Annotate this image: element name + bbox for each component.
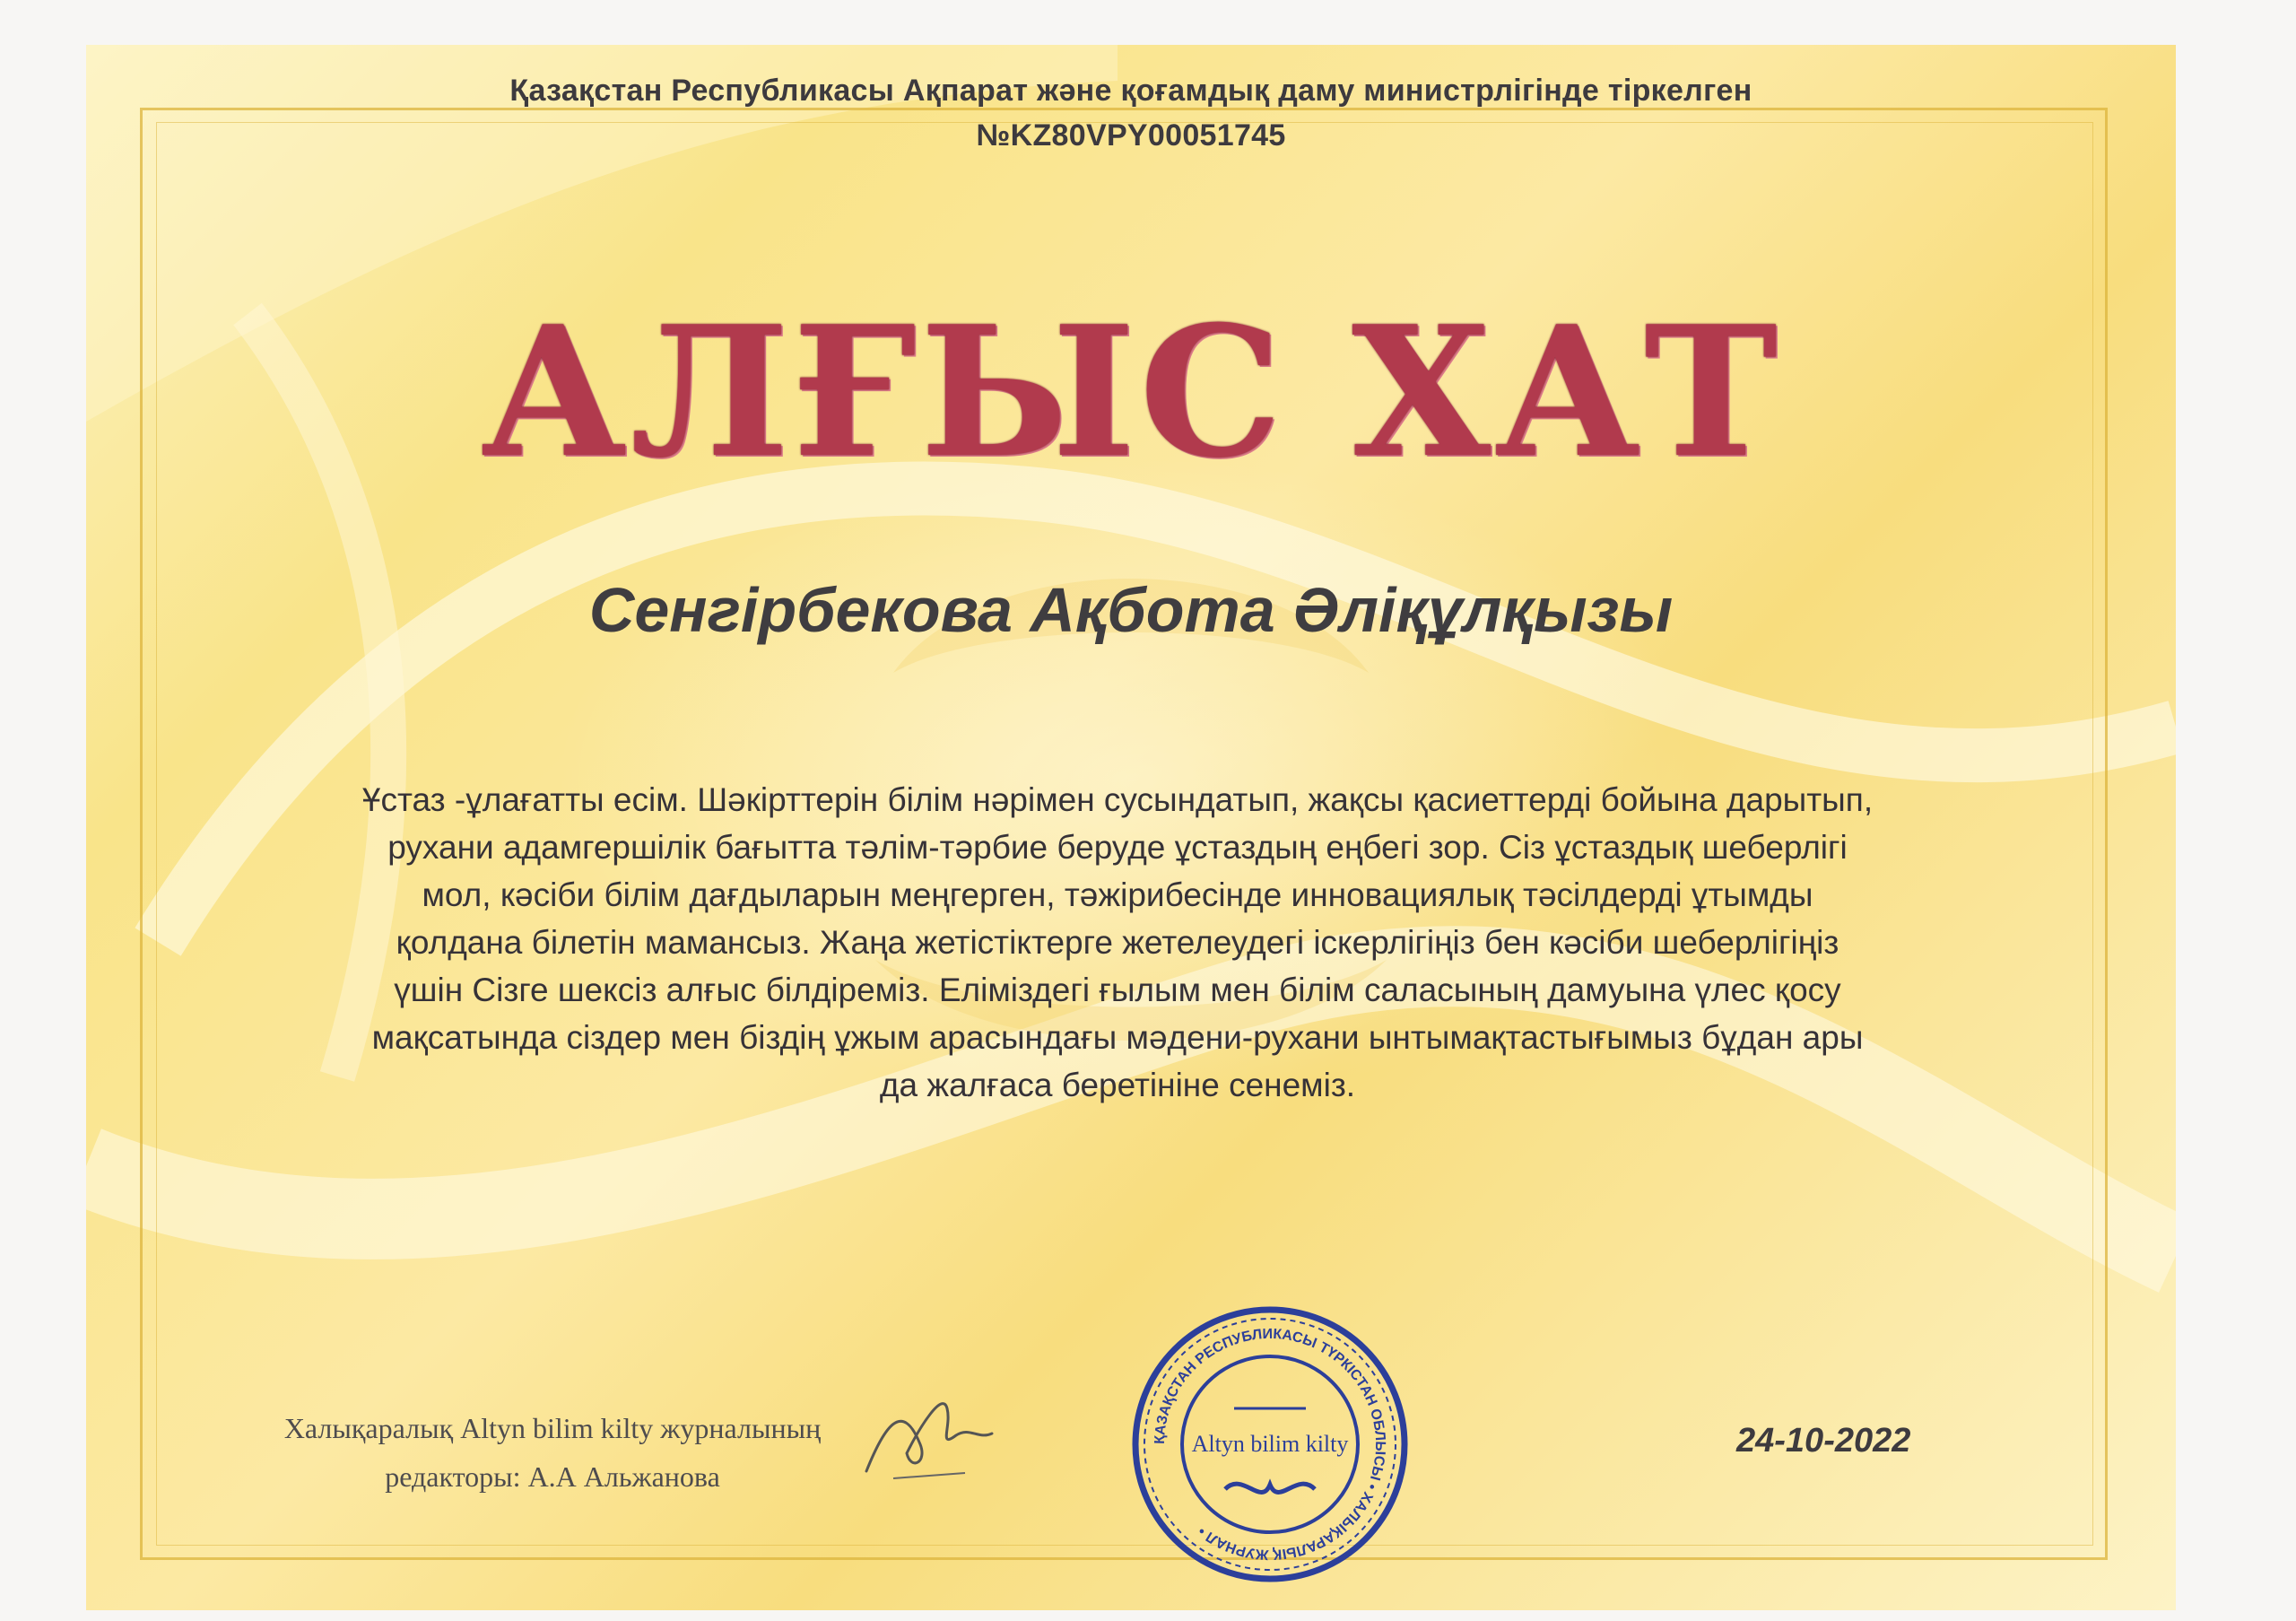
certificate-body	[239, 776, 1996, 1109]
official-seal-icon	[1126, 1301, 1413, 1588]
seal-ring-text: ҚАЗАҚСТАН РЕСПУБЛИКАСЫ ТҮРКІСТАН ОБЛЫСЫ • ХАЛЫҚАРАЛЫҚ ЖУРНАЛ •	[1152, 1326, 1388, 1563]
body-line: қолдана білетін мамансыз. Жаңа жетістіктерге жетелеудегі іскерлігіңіз бен кәсіби шеберлігіңіз	[396, 924, 1839, 961]
editor-block	[185, 1404, 920, 1501]
body-line: рухани адамгершілік бағытта тәлім-тәрбие беруде ұстаздың еңбегі зор. Сіз ұстаздық шеберлігі	[387, 829, 1848, 866]
certificate-sheet	[86, 45, 2176, 1610]
body-line: мол, кәсіби білім дағдыларын меңгерген, тәжірибесінде инновациялық тәсілдерді ұтымды	[422, 876, 1813, 913]
certificate-title: АЛҒЫС ХАТ	[481, 287, 1781, 498]
recipient-name: Сенгірбекова Ақбота Әліқұлқызы	[588, 575, 1674, 645]
registration-number: №KZ80VPY00051745	[976, 118, 1286, 153]
seal-center-text: Altyn bilim kilty	[1191, 1431, 1349, 1457]
signature	[857, 1373, 1010, 1489]
editor-name: редакторы: А.А Альжанова	[385, 1460, 720, 1493]
body-line: да жалғаса беретініне сенеміз.	[879, 1067, 1356, 1103]
editor-journal: Халықаралық Altyn bilim kilty журналының	[283, 1412, 822, 1444]
registration-text: Қазақстан Республикасы Ақпарат және қоғамдық даму министрлігінде тіркелген	[509, 74, 1752, 108]
body-line: Ұстаз -ұлағатты есім. Шәкірттерін білім нәрімен сусындатып, жақсы қасиеттерді бойына дарытып,	[361, 781, 1874, 818]
body-line: үшін Сізге шексіз алғыс білдіреміз. Еліміздегі ғылым мен білім саласының дамуына үлес қосу	[394, 972, 1841, 1008]
issue-date: 24-10-2022	[1736, 1422, 1911, 1460]
body-line: мақсатында сіздер мен біздің ұжым арасындағы мәдени-рухани ынтымақтастығымыз бұдан ары	[371, 1019, 1864, 1056]
